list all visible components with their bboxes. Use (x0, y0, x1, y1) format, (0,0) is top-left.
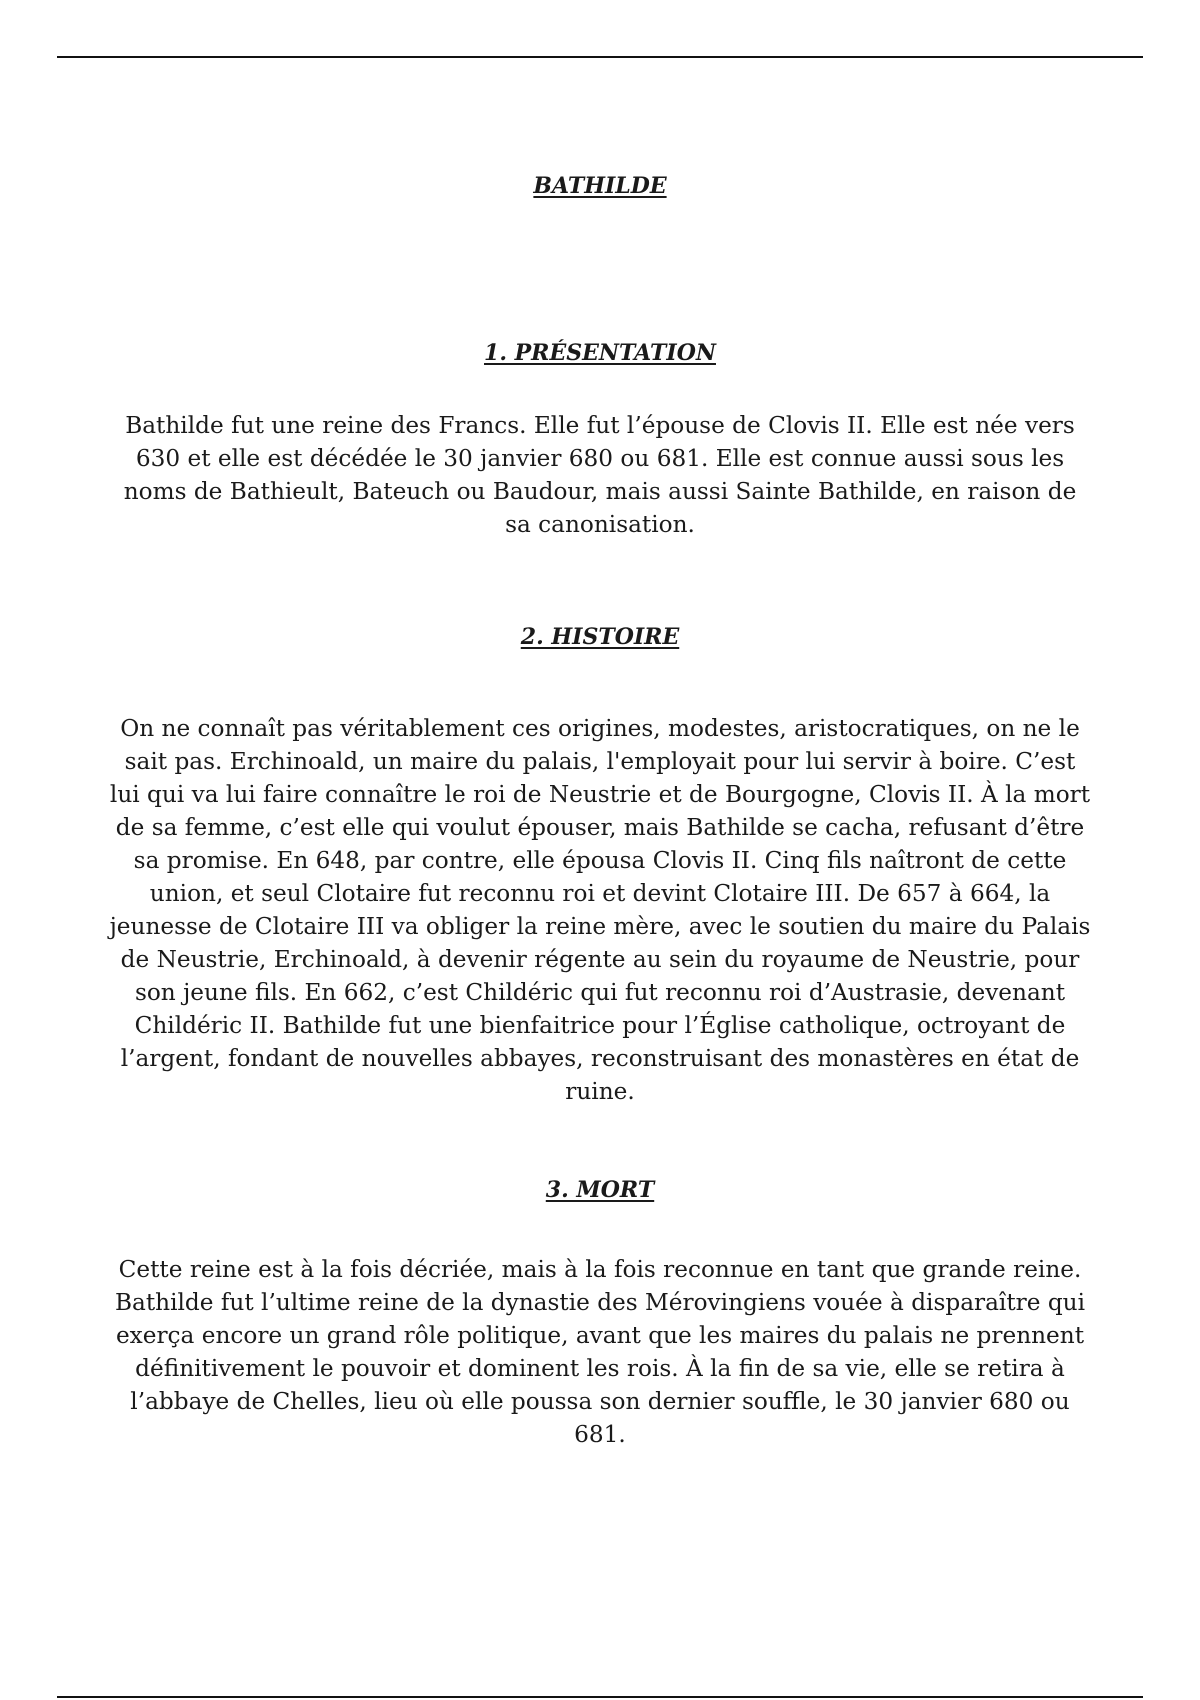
section-body-presentation: Bathilde fut une reine des Francs. Elle fut l’épouse de Clovis II. Elle est née vers 630 et elle est décédée le 30 janvier 680 ou 681. Elle est connue aussi sous les noms de Bathieult, Bateuch ou Baudour, mais aussi Sainte Bathilde, en raison de sa canonisation. (123, 412, 1077, 538)
section-heading-presentation: 1. PRÉSENTATION (484, 340, 716, 366)
section-heading-histoire: 2. HISTOIRE (520, 624, 680, 650)
top-rule (57, 56, 1143, 58)
section-body-histoire: On ne connaît pas véritablement ces origines, modestes, aristocratiques, on ne le sait pas. Erchinoald, un maire du palais, l'employait pour lui servir à boire. C’est lui qui va lui faire connaître le roi de Neustrie et de Bourgogne, Clovis II. À la mort de sa femme, c’est elle qui voulut épouser, mais Bathilde se cacha, refusant d’être sa promise. En 648, par contre, elle épousa Clovis II. Cinq fils naîtront de cette union, et seul Clotaire fut reconnu roi et devint Clotaire III. De 657 à 664, la jeunesse de Clotaire III va obliger la reine mère, avec le soutien du maire du Palais de Neustrie, Erchinoald, à devenir régente au sein du royaume de Neustrie, pour son jeune fils. En 662, c’est Childéric qui fut reconnu roi d’Austrasie, devenant Childéric II. Bathilde fut une bienfaitrice pour l’Église catholique, octroyant de l’argent, fondant de nouvelles abbayes, reconstruisant des monastères en état de ruine. (109, 715, 1091, 1105)
bottom-rule (57, 1696, 1143, 1698)
section-body-mort: Cette reine est à la fois décriée, mais à la fois reconnue en tant que grande reine. Bathilde fut l’ultime reine de la dynastie des Mérovingiens vouée à disparaître qui exerça encore un grand rôle politique, avant que les maires du palais ne prennent définitivement le pouvoir et dominent les rois. À la fin de sa vie, elle se retira à l’abbaye de Chelles, lieu où elle poussa son dernier souffle, le 30 janvier 680 ou 681. (114, 1256, 1086, 1448)
document-title: BATHILDE (533, 173, 667, 199)
section-heading-mort: 3. MORT (545, 1177, 655, 1203)
